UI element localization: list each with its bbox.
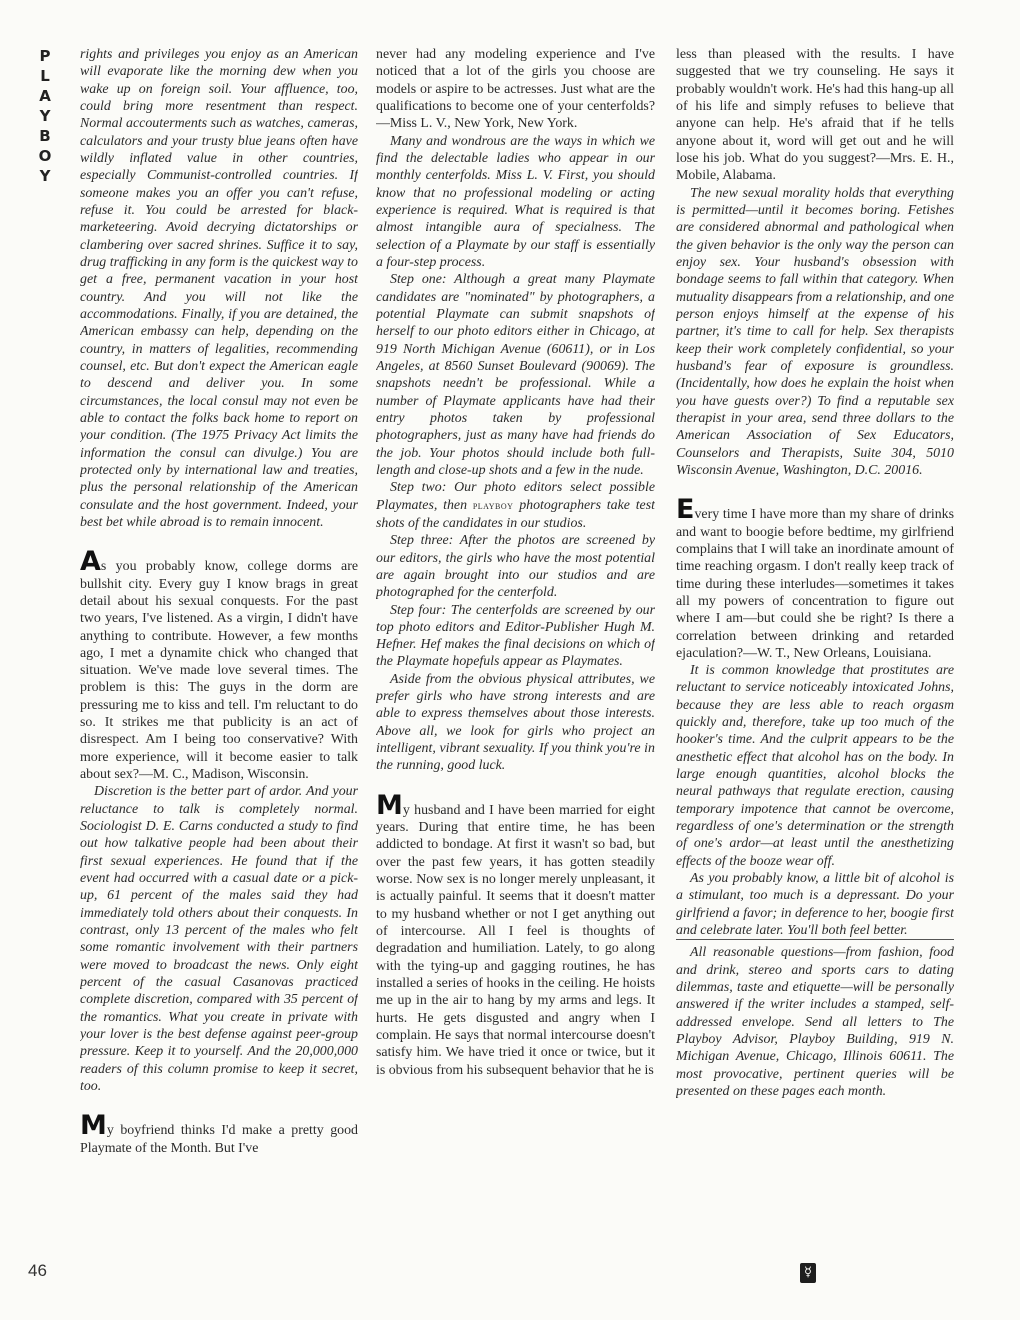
question-text: y husband and I have been married for eight years. During that entire time, he has been addicted to bondage. At first it wasn't so bad, but over the past few years, it has gotten steadily worse. Now sex is no longer merely unpleasant, it is actually painful. It seems that it doesn't matter to my husband whether or not I get anything out of intercourse. All I feel is thoughts of degradation and humiliation. Lately, to go along with the tying-up and gagging routines, he has installed a series of hooks in the ceiling. He hoists me up in the air to hang by my arms and legs. It hurts. He gets disgusted and angry when I complain. He says that normal intercourse doesn't satisfy him. We have tried it once or twice, but it is obvious from his subsequent behavior that he is <box>376 802 655 1078</box>
question-paragraph: never had any modeling experience and I've noticed that a lot of the girls you choose are models or aspire to be actresses. Just what are the qualifications to become one of your centerfolds?—Miss L. V., New York, New York. <box>376 47 655 132</box>
answer-paragraph: It is common knowledge that prostitutes are reluctant to service noticeably intoxicated Johns, because they are less able to reach orgasm quickly and, therefore, take up too much of the hooker's time. And the culprit appears to be the anesthetic effect that alcohol has on the body. In large enough quantities, alcohol blocks the neural pathways that regulate erection, causing temporary impotence that cannot be overcome, regardless of one's determination or the strength of one's ardor—at least until the anesthetizing effects of the booze wear off. <box>676 663 954 869</box>
question-text: very time I have more than my share of drinks and want to boogie before bedtime, my girlfriend complains that I will take an inordinate amount of time reaching orgasm. I don't really keep track of time during these interludes—sometimes it takes all my powers of concentration to figure out where I am—but could she be right? Is there a correlation between drinking and retarded ejaculation?—W. T., New Orleans, Louisiana. <box>676 507 954 661</box>
column-2 <box>376 46 655 1296</box>
answer-paragraph: rights and privileges you enjoy as an American will evaporate like the morning dew when you wake up on foreign soil. Your affluence, too, could bring more resentment than respect. Normal accouterments such as watches, cameras, calculators and your trusty blue jeans often have wildly inflated value in other countries, especially Communist-controlled countries. If someone makes you an offer you can't refuse, refuse it. You could be arrested for black-marketeering. Avoid decrying dictatorships or clambering over sacred shrines. Suffice it to say, drug trafficking in any form is the quickest way to get a free, permanent vacation in your host country. And you will not like the accommodations. Finally, if you are detained, the American embassy can help, depending on the country, in matters of legalities, recommending counsel, etc. But don't expect the American eagle to descend and deliver you. In some circumstances, the local consul may not even be able to contact the folks back home to report on your condition. (The 1975 Privacy Act limits the information the consul can divulge.) You are protected only by international law and treaties, plus the personal relationship of the American consulate and the host government. Indeed, your best bet while abroad is to remain innocent. <box>80 47 358 530</box>
advisor-footer-note: All reasonable questions—from fashion, food and drink, stereo and sports cars to dating dilemmas, taste and etiquette—will be personally answered if the writer includes a stamped, self-addressed envelope. Send all letters to The Playboy Advisor, Playboy Building, 919 N. Michigan Avenue, Chicago, Illinois 60611. The most provocative, pertinent queries will be presented on these pages each month. <box>676 939 954 1100</box>
question-text: y boyfriend thinks I'd make a pretty good Playmate of the Month. But I've <box>80 1123 358 1156</box>
question-paragraph: less than pleased with the results. I have suggested that we try counseling. He says it probably wouldn't work. He's had this hang-up all of his life and simply refuses to believe that anyone can help. He's afraid that if he tells anyone about it, word will get out and he will lose his job. What do you suggest?—Mrs. E. H., Mobile, Alabama. <box>676 47 954 184</box>
drop-cap: M <box>376 789 403 821</box>
question-text: s you probably know, college dorms are bullshit city. Every guy I know brags in great detail about his sexual conquests. For the past two years, I've listened. As a virgin, I didn't have anything to contribute. However, a few months ago, I met a dynamite chick who changed that situation. We've made love several times. The problem is this: The guys in the dorm are pressuring me to kiss and tell. I'm reluctant to do so. It strikes me that publicity is an act of disrespect. Am I being too conservative? With more experience, will it become easier to talk about sex?—M. C., Madison, Wisconsin. <box>80 559 358 783</box>
answer-paragraph <box>376 479 655 532</box>
question-paragraph <box>80 546 358 783</box>
playboy-small-caps: playboy <box>472 499 514 512</box>
answer-paragraph: As you probably know, a little bit of alcohol is a stimulant, too much is a depressant. Do your girlfriend a favor; in deference to her, boogie first and celebrate later. You'll both feel better. <box>676 871 954 939</box>
drop-cap: A <box>80 546 101 578</box>
masthead-letter: Y <box>39 167 51 185</box>
masthead-letter: L <box>40 67 50 85</box>
playboy-end-mark-icon <box>800 1263 816 1283</box>
answer-paragraph: The new sexual morality holds that everything is permitted—until it becomes boring. Fetishes are considered abnormal and pathological when the given behavior is the only way the person can enjoy sex. Your husband's obsession with bondage seems to fall within that category. When mutuality disappears from a relationship, and one person enjoys himself at the expense of his partner, it's time to call for help. Sex therapists keep their work completely confidential, so your husband's fear of exposure is groundless. (Incidentally, how does he explain the hoist when you have guests over?) To find a reputable sex therapist in your area, send three dollars to the American Association of Sex Educators, Counselors and Therapists, Suite 304, 5010 Wisconsin Avenue, Washington, D.C. 20016. <box>676 185 954 478</box>
masthead-letter: B <box>39 127 51 145</box>
question-paragraph <box>676 494 954 662</box>
page-number: 46 <box>28 1261 47 1280</box>
answer-text: photographers take test shots of the candidates in our studios. <box>376 497 655 531</box>
answer-paragraph: Aside from the obvious physical attributes, we prefer girls who have strong interests and are able to express themselves about those interests. Above all, we look for girls who project an intelligent, vibrant sexuality. If you think you're in the running, good luck. <box>376 671 655 774</box>
answer-text: Step two: Our photo editors select possible Playmates, then <box>376 480 655 513</box>
masthead-letter: Y <box>39 107 51 125</box>
column-3 <box>676 46 954 1296</box>
masthead-letter: P <box>39 47 51 65</box>
answer-paragraph: Many and wondrous are the ways in which we find the delectable ladies who appear in our monthly centerfolds. Miss L. V. First, you should know that no professional modeling or acting experience is required. What is required is that almost intangible aura of specialness. The selection of a Playmate by our staff is essentially a four-step process. <box>376 133 655 270</box>
answer-paragraph: Step three: After the photos are screened by our editors, the girls who have the most potential are again brought into our studios and are photographed for the centerfold. <box>376 533 655 601</box>
drop-cap: E <box>676 494 695 526</box>
answer-paragraph: Discretion is the better part of ardor. And your reluctance to talk is completely normal. Sociologist D. E. Carns conducted a study to find out how talkative people had been about their first sexual experiences. He found that if the event had occurred with a casual date or a pick-up, 61 percent of the males said they had immediately told others about their conquests. In contrast, only 13 percent of the males who felt some romantic involvement with their partners were moved to broadcast the news. Only eight percent of the casual Casanovas practiced complete discretion, compared with 35 percent of the romantics. What you create in private with your lover is the best defense against peer-group pressure. Keep it to yourself. And the 20,000,000 readers of this column promise to keep it secret, too. <box>80 784 358 1095</box>
column-1 <box>80 46 358 1296</box>
playboy-masthead <box>30 46 60 186</box>
answer-paragraph: Step one: Although a great many Playmate candidates are "nominated" by photographers, a potential Playmate can submit snapshots of herself to our photo editors either in Chicago, at 919 North Michigan Avenue (60611), or in Los Angeles, at 8560 Sunset Boulevard (90069). The snapshots needn't be professional. While a number of Playmate applicants have had their entry photos taken by professional photographers, just as many have had friends do the job. Your photos should include both full-length and close-up shots and a few in the nude. <box>376 272 655 478</box>
masthead-letter: O <box>38 147 52 165</box>
drop-cap: M <box>80 1110 107 1142</box>
end-mark-glyph: ☿ <box>804 1265 812 1280</box>
question-paragraph <box>80 1110 358 1157</box>
masthead-letter: A <box>39 87 51 105</box>
question-paragraph <box>376 789 655 1079</box>
answer-paragraph: Step four: The centerfolds are screened by our top photo editors and Editor-Publisher Hugh M. Hefner. Hef makes the final decisions on which of the Playmate hopefuls appear as Playmates. <box>376 602 655 670</box>
